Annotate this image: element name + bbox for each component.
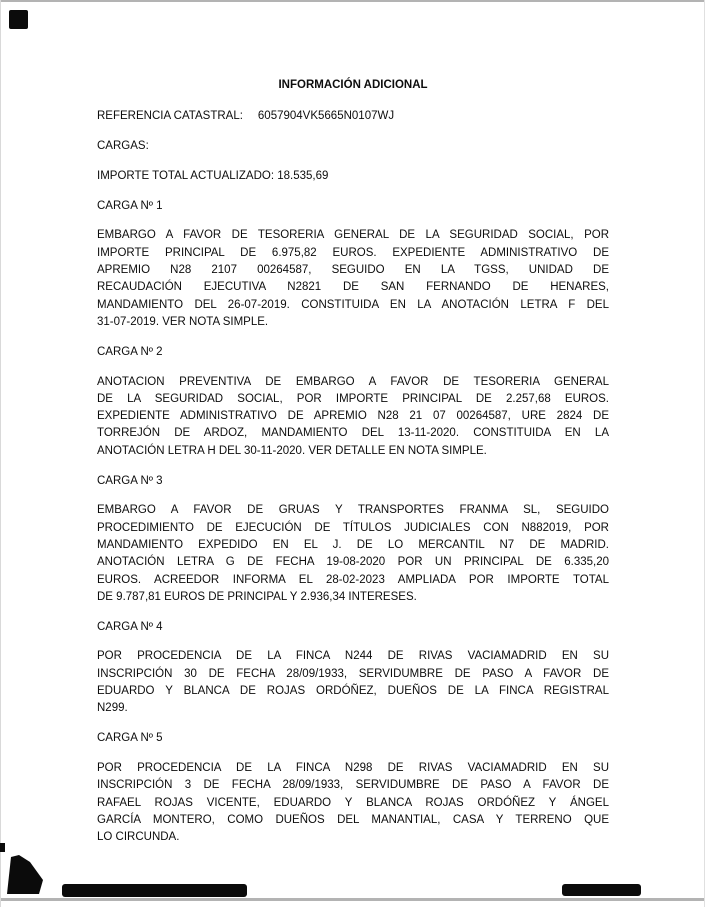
document-text-block xyxy=(97,0,609,859)
paragraph-line: TORREJÓN DE ARDOZ, MANDAMIENTO DEL 13-11-2020. CONSTITUIDA EN LA xyxy=(97,427,609,440)
carga-heading: CARGA Nº 3 xyxy=(97,474,163,487)
scan-mark-bottom-bar-left xyxy=(62,884,247,897)
paragraph-line: RAFAEL ROJAS VICENTE, EDUARDO Y BLANCA ROJAS ORDÓÑEZ Y ÁNGEL xyxy=(97,796,609,809)
carga-paragraph xyxy=(97,502,609,606)
paragraph-line: N299. xyxy=(97,702,128,715)
paragraph-line: POR PROCEDENCIA DE LA FINCA N244 DE RIVAS VACIAMADRID EN SU xyxy=(97,650,609,663)
referencia-catastral-line xyxy=(97,108,609,125)
paragraph-line: DE 9.787,81 EUROS DE PRINCIPAL Y 2.936,34 INTERESES. xyxy=(97,590,417,603)
carga-paragraph xyxy=(97,648,609,717)
cargas-list xyxy=(97,198,609,847)
paragraph-line: IMPORTE PRINCIPAL DE 6.975,82 EUROS. EXPEDIENTE ADMINISTRATIVO DE xyxy=(97,246,609,259)
carga-paragraph xyxy=(97,227,609,331)
carga-heading: CARGA Nº 5 xyxy=(97,732,163,745)
scan-mark-bottom-left xyxy=(4,853,46,895)
referencia-catastral-label: REFERENCIA CATASTRAL: xyxy=(97,110,243,123)
scan-mark-top-left xyxy=(9,10,28,29)
paragraph-line: ANOTACIÓN LETRA H DEL 30-11-2020. VER DETALLE EN NOTA SIMPLE. xyxy=(97,444,487,457)
scan-mark-left-edge xyxy=(0,843,5,852)
carga-paragraph xyxy=(97,374,609,460)
document-title: INFORMACIÓN ADICIONAL xyxy=(278,79,428,91)
cargas-label: CARGAS: xyxy=(97,140,149,153)
carga-heading: CARGA Nº 1 xyxy=(97,199,163,212)
paragraph-line: INSCRIPCIÓN 30 DE FECHA 28/09/1933, SERVIDUMBRE DE PASO A FAVOR DE xyxy=(97,667,609,680)
carga-paragraph xyxy=(97,760,609,846)
paragraph-line: GARCÍA MONTERO, COMO DUEÑOS DEL MANANTIAL, CASA Y TERRENO QUE xyxy=(97,813,609,826)
paragraph-line: PROCEDIMIENTO DE EJECUCIÓN DE TÍTULOS JUDICIALES CON N882019, POR xyxy=(97,521,609,534)
paragraph-line: EXPEDIENTE ADMINISTRATIVO DE APREMIO N28 21 07 00264587, URE 2824 DE xyxy=(97,410,609,423)
paragraph-line: DE LA SEGURIDAD SOCIAL, POR IMPORTE PRINCIPAL DE 2.257,68 EUROS. xyxy=(97,392,609,405)
carga-heading: CARGA Nº 2 xyxy=(97,345,163,358)
paragraph-line: ANOTACIÓN LETRA G DE FECHA 19-08-2020 POR UN PRINCIPAL DE 6.335,20 xyxy=(97,556,609,569)
paragraph-line: MANDAMIENTO EXPEDIDO EN EL J. DE LO MERCANTIL N7 DE MADRID. xyxy=(97,538,609,551)
page-edge-left xyxy=(0,0,1,907)
paragraph-line: EDUARDO Y BLANCA DE ROJAS ORDÓÑEZ, DUEÑOS DE LA FINCA REGISTRAL xyxy=(97,685,609,698)
paragraph-line: EUROS. ACREEDOR INFORMA EL 28-02-2023 AMPLIADA POR IMPORTE TOTAL xyxy=(97,573,609,586)
paragraph-line: RECAUDACIÓN EJECUTIVA N2821 DE SAN FERNANDO DE HENARES, xyxy=(97,281,609,294)
paragraph-line: 31-07-2019. VER NOTA SIMPLE. xyxy=(97,315,269,328)
paragraph-line: MANDAMIENTO DEL 26-07-2019. CONSTITUIDA EN LA ANOTACIÓN LETRA F DEL xyxy=(97,298,609,311)
importe-total-line: IMPORTE TOTAL ACTUALIZADO: 18.535,69 xyxy=(97,169,329,182)
paragraph-line: EMBARGO A FAVOR DE GRUAS Y TRANSPORTES FRANMA SL, SEGUIDO xyxy=(97,504,609,517)
carga-heading: CARGA Nº 4 xyxy=(97,620,163,633)
page-edge-bottom xyxy=(0,898,705,901)
scan-mark-bottom-bar-right xyxy=(562,884,641,896)
paragraph-line: LO CIRCUNDA. xyxy=(97,831,180,844)
paragraph-line: POR PROCEDENCIA DE LA FINCA N298 DE RIVAS VACIAMADRID EN SU xyxy=(97,761,609,774)
paragraph-line: ANOTACION PREVENTIVA DE EMBARGO A FAVOR DE TESORERIA GENERAL xyxy=(97,375,609,388)
referencia-catastral-value: 6057904VK5665N0107WJ xyxy=(257,110,395,123)
paragraph-line: EMBARGO A FAVOR DE TESORERIA GENERAL DE LA SEGURIDAD SOCIAL, POR xyxy=(97,229,609,242)
paragraph-line: APREMIO N28 2107 00264587, SEGUIDO EN LA TGSS, UNIDAD DE xyxy=(97,264,609,277)
paragraph-line: INSCRIPCIÓN 3 DE FECHA 28/09/1933, SERVIDUMBRE DE PASO A FAVOR DE xyxy=(97,779,609,792)
